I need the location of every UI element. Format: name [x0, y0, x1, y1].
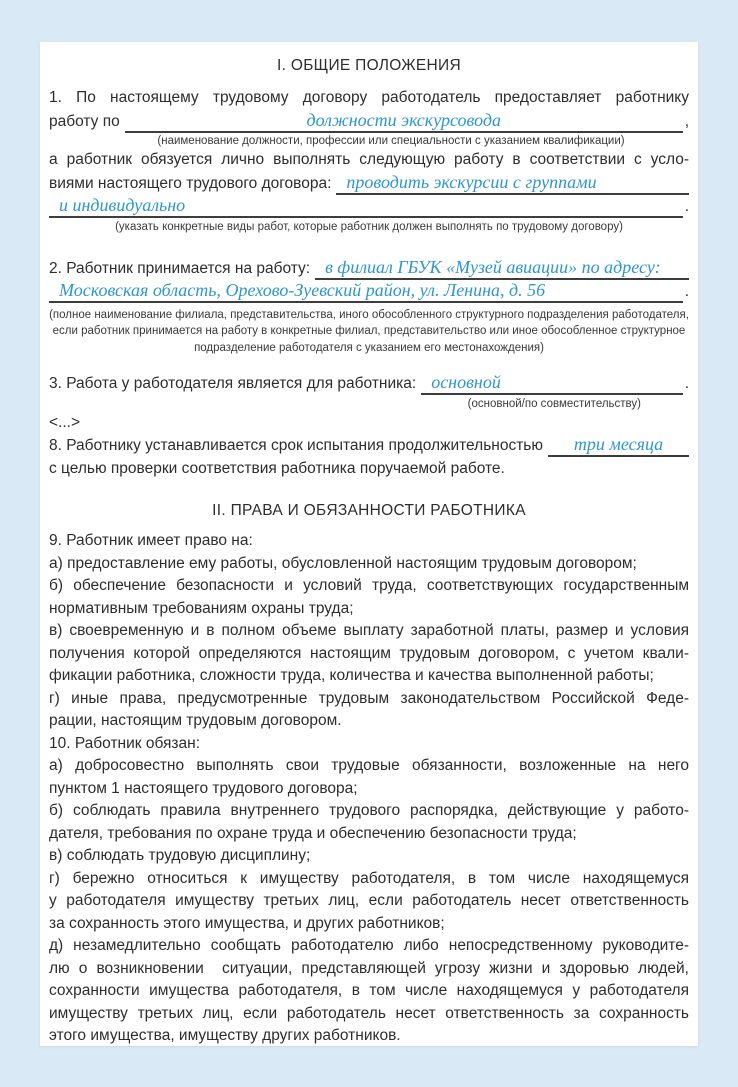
- text-line: [49, 149, 689, 172]
- line-text: д) незамедлительно сообщать работодателю либо непосредственному руководите-: [49, 937, 689, 954]
- line-text: в) соблюдать трудовую дисциплину;: [49, 847, 311, 864]
- filled-blank-value: проводить экскурсии с группами: [336, 172, 689, 195]
- line-text: за сохранность этого имущества, и других работников;: [49, 914, 445, 932]
- line-text: у работодателя имуществу третьих лиц, если работодатель несет ответственность: [49, 892, 689, 909]
- text-line: [49, 257, 689, 281]
- text-line: [49, 172, 689, 196]
- text-line: [49, 665, 689, 688]
- field-caption: (наименование должности, профессии или специальности с указанием квалификации): [157, 135, 625, 147]
- text-line: [49, 800, 689, 823]
- field-caption: подразделение работодателя с указанием его местонахождения): [194, 341, 544, 354]
- spacer: [49, 480, 689, 500]
- line-text: а работник обязуется лично выполнять следующую работу в соответствии с усло-: [49, 151, 689, 168]
- text-line: [49, 890, 689, 913]
- line-text: .: [684, 375, 689, 392]
- text-line: [49, 434, 689, 458]
- line-text: 1. По настоящему трудовому договору работодатель предоставляет работнику: [49, 89, 689, 106]
- text-line: [49, 1003, 689, 1026]
- line-text: 10. Работник обязан:: [49, 734, 201, 752]
- line-text: 2. Работник принимается на работу:: [49, 259, 311, 277]
- line-text: <...>: [49, 413, 81, 431]
- text-line: [49, 688, 689, 711]
- filled-blank-value: и индивидуально: [49, 195, 683, 218]
- line-text: сохранности имущества работодателя, в том числе находящемуся у работодателя: [49, 982, 689, 999]
- line-text: пунктом 1 настоящего трудового договора;: [49, 779, 358, 797]
- text-line: [49, 575, 689, 598]
- text-line: [49, 913, 689, 936]
- section-heading: II. ПРАВА И ОБЯЗАННОСТИ РАБОТНИКА: [212, 502, 526, 519]
- line-text: рации, настоящим трудовым договором.: [49, 712, 342, 729]
- text-line: [49, 823, 689, 846]
- spacer: [49, 77, 689, 87]
- text-line: [49, 778, 689, 801]
- line-text: .: [684, 198, 689, 215]
- text-line: [49, 372, 689, 396]
- text-line: [49, 598, 689, 621]
- line-text: б) обеспечение безопасности и условий труда, соответствующих государственным: [49, 577, 689, 594]
- line-text: дателя, требования по охране труда и обеспечению безопасности труда;: [49, 824, 577, 842]
- line-text: этого имущества, имуществу других работников.: [49, 1027, 401, 1044]
- text-line: [49, 620, 689, 643]
- field-caption: (указать конкретные виды работ, которые работник должен выполнять по трудовому договору): [115, 220, 623, 233]
- line-text: ,: [684, 112, 689, 130]
- spacer: [49, 522, 689, 530]
- text-line: [49, 412, 689, 435]
- filled-blank-value: три месяца: [548, 434, 689, 457]
- line-text: а) предоставление ему работы, обусловленной настоящим трудовым договором;: [49, 554, 637, 572]
- line-text: с целью проверки соответствия работника поручаемой работе.: [49, 459, 505, 477]
- text-line: [49, 755, 689, 778]
- text-line: [49, 935, 689, 958]
- line-text: б) соблюдать правила внутреннего трудового распорядка, действующие у работо-: [49, 802, 689, 819]
- text-line: [49, 280, 689, 304]
- filled-blank-value: Московская область, Орехово-Зуевский район, ул. Ленина, д. 56: [49, 280, 683, 303]
- field-caption: если работник принимается на работу в конкретные филиал, представительство или иное обособленное структурное: [52, 325, 686, 337]
- text-line: [49, 845, 689, 868]
- filled-blank-value: основной: [421, 372, 683, 395]
- text-line: [49, 530, 689, 553]
- line-text: г) иные права, предусмотренные трудовым законодательством Российской Феде-: [49, 689, 689, 707]
- line-text: получения которой определяются настоящим трудовым договором, с учетом квали-: [49, 644, 689, 662]
- text-line: [49, 458, 689, 481]
- filled-blank-value: в филиал ГБУК «Музей авиации» по адресу:: [315, 257, 689, 280]
- spacer: [49, 235, 689, 257]
- text-line: [49, 980, 689, 1003]
- field-caption: (полное наименование филиала, представительства, иного обособленного структурного подразделения работодателя,: [49, 308, 689, 321]
- field-caption: (основной/по совместительству): [467, 397, 641, 410]
- line-text: нормативным требованиям охраны труда;: [49, 599, 354, 617]
- section-heading: I. ОБЩИЕ ПОЛОЖЕНИЯ: [277, 57, 461, 74]
- line-text: имуществу третьих лиц, если работодатель несет ответственность за сохранность: [49, 1004, 689, 1022]
- line-text: .: [684, 283, 689, 300]
- text-line: [49, 868, 689, 891]
- spacer: [49, 356, 689, 372]
- line-text: а) добросовестно выполнять свои трудовые обязанности, возложенные на него: [49, 757, 689, 774]
- line-text: 3. Работа у работодателя является для работника:: [49, 375, 417, 392]
- filled-blank-value: должности экскурсовода: [125, 110, 683, 133]
- text-line: [49, 643, 689, 666]
- line-text: работу по: [49, 112, 120, 130]
- text-line: [49, 1025, 689, 1046]
- line-text: 9. Работник имеет право на:: [49, 532, 253, 549]
- document-content: [49, 55, 689, 1046]
- line-text: лю о возникновении ситуации, представляющей угрозу жизни и здоровью людей,: [49, 959, 689, 977]
- text-line: [49, 710, 689, 733]
- text-line: [49, 195, 689, 219]
- text-line: [49, 553, 689, 576]
- text-line: [49, 733, 689, 756]
- text-line: [49, 958, 689, 981]
- contract-document: [40, 42, 698, 1046]
- line-text: фикации работника, сложности труда, количества и качества выполненной работы;: [49, 667, 654, 684]
- line-text: 8. Работнику устанавливается срок испытания продолжительностью: [49, 437, 544, 454]
- line-text: виями настоящего трудового договора:: [49, 174, 332, 192]
- text-line: [49, 87, 689, 110]
- line-text: г) бережно относиться к имуществу работодателя, в том числе находящемуся: [49, 869, 689, 887]
- text-line: [49, 110, 689, 134]
- line-text: в) своевременную и в полном объеме выплату заработной платы, размер и условия: [49, 622, 689, 639]
